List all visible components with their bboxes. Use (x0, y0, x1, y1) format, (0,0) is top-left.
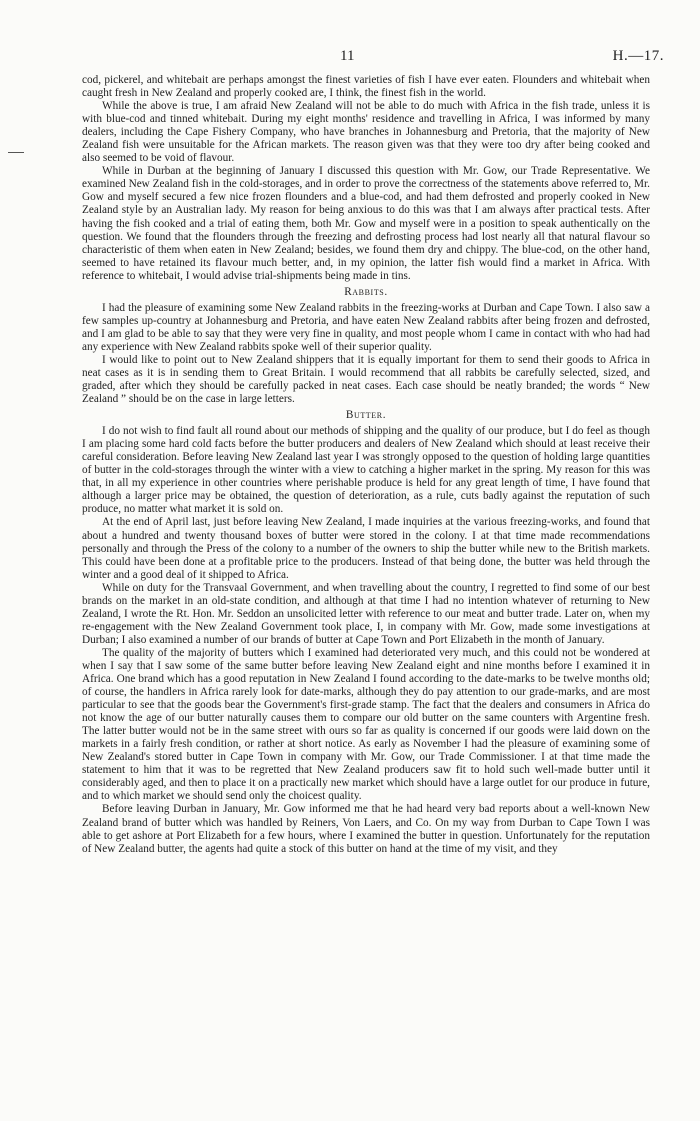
paragraph: The quality of the majority of butters which I examined had deteriorated very much, and this could not be wondered at when I say that I saw some of the same butter before leaving New Zealand eight and nine months before I examined it in Africa. One brand which has a good reputation in New Zealand I found according to the date-marks to be twelve months old; of course, the handlers in Africa rarely look for date-marks, although they do pay attention to our grade-marks, and are most particular to see that the goods bear the Government's first-grade stamp. The fact that the dealers and consumers in Africa do not know the age of our butter naturally causes them to compare our old butter on the same counters with Argentine fresh. The latter butter would not be in the same street with ours so far as quality is concerned if our goods were laid down on the markets in a fairly fresh condition, or rather at short notice. As early as November I had the pleasure of examining some of New Zealand's stored butter in Cape Town in company with Mr. Gow, our Trade Commissioner. I at that time made the statement to him that it was to be regretted that New Zealand producers saw fit to hold such well-made butter until it considerably aged, and then to place it on a practically new market which should have a large outlet for our produce in future, and to which market we should send only the choicest quality. (82, 646, 650, 803)
paragraph: While in Durban at the beginning of January I discussed this question with Mr. Gow, our Trade Representative. We examined New Zealand fish in the cold-storages, and in order to prove the correctness of the statements above referred to, Mr. Gow and myself secured a few nice frozen flounders and a blue-cod, and had them defrosted and properly cooked in New Zealand style by an Australian lady. My reason for being anxious to do this was that I am always after practical tests. After having the fish cooked and a trial of eating them, both Mr. Gow and myself were in a position to speak authentically on the question. We found that the flounders through the freezing and defrosting process had lost nearly all that natural flavour so characteristic of them when eaten in New Zealand; besides, we found them dry and chippy. The blue-cod, on the other hand, seemed to have retained its flavour much better, and, in my opinion, the latter fish would find a market in Africa. With reference to whitebait, I would advise trial-shipments being made in tins. (82, 165, 650, 282)
page-header (82, 48, 664, 68)
section-heading-rabbits: Rabbits. (344, 285, 388, 298)
paragraph: While the above is true, I am afraid New Zealand will not be able to do much with Africa in the fish trade, unless it is with blue-cod and tinned whitebait. During my eight months' residence and travelling in Africa, I was informed by many dealers, including the Cape Fishery Company, who have branches in Johannesburg and Pretoria, that the majority of New Zealand fish were unsuitable for the African markets. The reason given was that they were too dry after being cooked and also seemed to be void of flavour. (82, 100, 650, 165)
paragraph: At the end of April last, just before leaving New Zealand, I made inquiries at the various freezing-works, and found that about a hundred and twenty thousand boxes of butter were stored in the colony. I at that time made recommendations personally and through the Press of the colony to a number of the owners to ship the butter while new to the British markets. This could have been done at a profitable price to the producers. Instead of that being done, the butter was held through the winter and a good deal of it shipped to Africa. (82, 516, 650, 581)
page-number: 11 (340, 48, 355, 64)
paragraph: I had the pleasure of examining some New Zealand rabbits in the freezing-works at Durban and Cape Town. I also saw a few samples up-country at Johannesburg and Pretoria, and have eaten New Zealand rabbits after being frozen and defrosted, and I am glad to be able to say that they were very fine in quality, and most people whom I came in contact with who had had any experience with New Zealand rabbits spoke well of their superior quality. (82, 301, 650, 353)
paragraph: I do not wish to find fault all round about our methods of shipping and the quality of our produce, but I do feel as though I am placing some hard cold facts before the butter producers and dealers of New Zealand which should at least receive their careful consideration. Before leaving New Zealand last year I was strongly opposed to the question of holding large quantities of butter in the cold-storages through the winter with a view to catching a higher market in the spring. My reason for this was that, in all my experience in other countries where perishable produce is held for any great length of time, I have found that although a larger price may be obtained, the question of deterioration, as a rule, cuts badly against the reputation of such produce, no matter what market it is sold on. (82, 425, 650, 516)
paragraph: Before leaving Durban in January, Mr. Gow informed me that he had heard very bad reports about a well-known New Zealand brand of butter which was handled by Reiners, Von Laers, and Co. On my way from Durban to Cape Town I was able to get ashore at Port Elizabeth for a few hours, where I examined the butter in question. Unfortunately for the reputation of New Zealand butter, the agents had quite a stock of this butter on hand at the time of my visit, and they (82, 803, 650, 855)
document-id: H.—17. (612, 48, 664, 64)
document-body (82, 74, 650, 856)
paragraph: While on duty for the Transvaal Government, and when travelling about the country, I regretted to find some of our best brands on the market in an old-state condition, and although at that time I had no intention whatever of returning to New Zealand, I wrote the Rt. Hon. Mr. Seddon an unsolicited letter with reference to our meat and butter trade. Later on, when my re-engagement with the New Zealand Government took place, I, in company with Mr. Gow, made some investigations at Durban; I also examined a number of our brands of butter at Cape Town and Port Elizabeth in the month of January. (82, 581, 650, 646)
paragraph: I would like to point out to New Zealand shippers that it is equally important for them to send their goods to Africa in neat cases as it is in sending them to Great Britain. I would recommend that all rabbits be carefully selected, sized, and graded, after which they should be carefully packed in neat cases. Each case should be neatly branded; the words “ New Zealand ” should be on the case in large letters. (82, 353, 650, 406)
margin-mark (8, 152, 24, 153)
section-heading-butter: Butter. (345, 409, 387, 422)
paragraph: cod, pickerel, and whitebait are perhaps amongst the finest varieties of fish I have ever eaten. Flounders and whitebait when caught fresh in New Zealand and properly cooked are, I think, the finest fish in the world. (82, 74, 650, 100)
